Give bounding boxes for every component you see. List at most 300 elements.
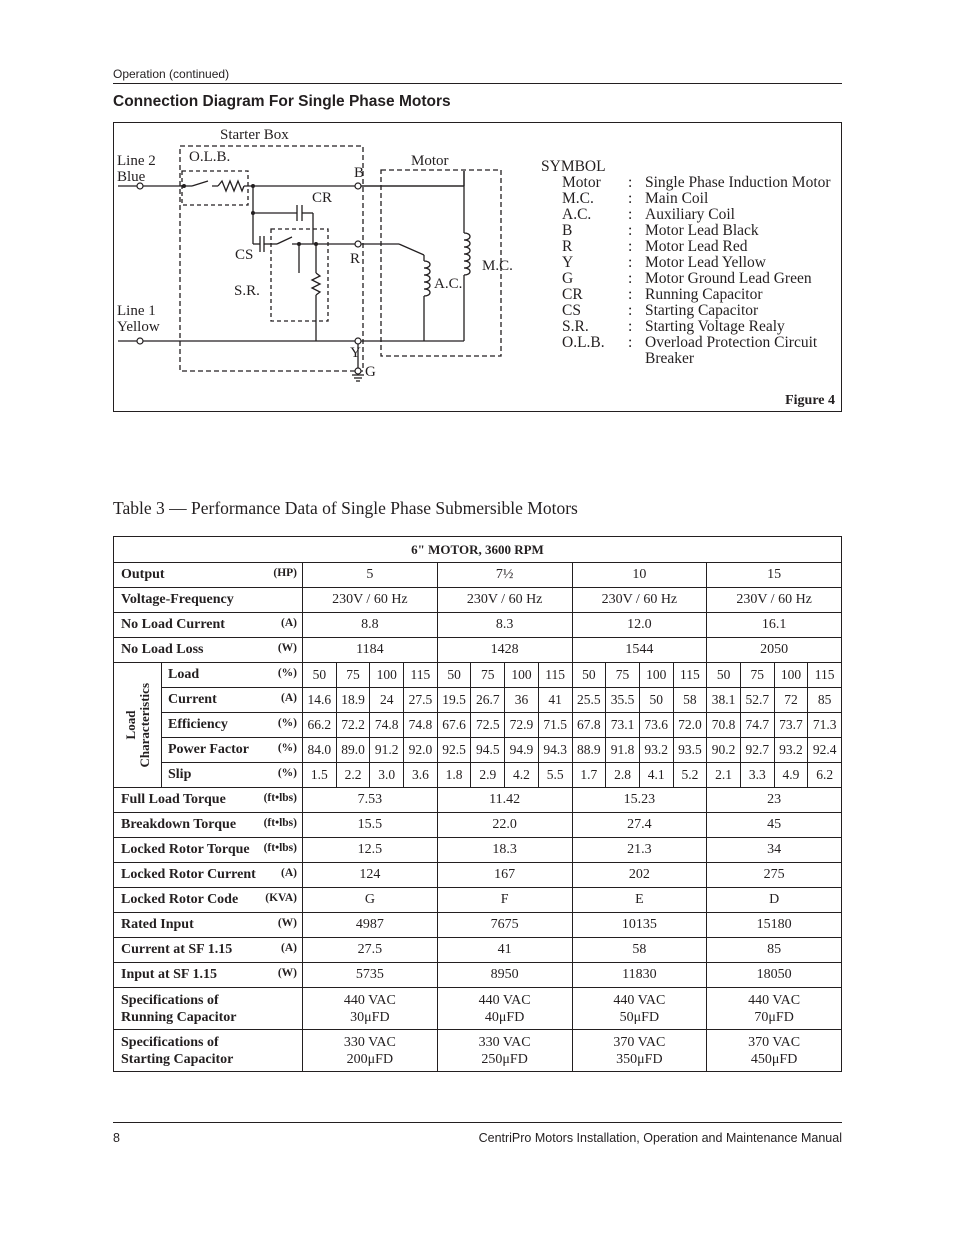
value-cell: 2.8 xyxy=(606,763,640,788)
figure-label: Figure 4 xyxy=(785,393,835,408)
row-label: Locked Rotor Code xyxy=(121,892,239,907)
row-unit: (KVA) xyxy=(265,892,297,904)
value-cell: 2050 xyxy=(707,638,842,663)
voltage-row xyxy=(114,588,842,613)
value-cell xyxy=(707,1030,842,1072)
olb-box-outline xyxy=(182,171,248,205)
value-cell: 67.6 xyxy=(437,713,471,738)
value-cell: 52.7 xyxy=(740,688,774,713)
motor-header: 6" MOTOR, 3600 RPM xyxy=(114,537,842,563)
value-cell: 25.5 xyxy=(572,688,606,713)
load-characteristics-row xyxy=(114,738,842,763)
value-cell: 85 xyxy=(707,938,842,963)
row-label: Slip xyxy=(168,767,192,782)
value-cell: 7½ xyxy=(437,563,572,588)
row-unit: (W) xyxy=(277,642,297,654)
symbol-row xyxy=(541,351,855,367)
row-label: No Load Loss xyxy=(121,642,204,657)
data-row xyxy=(114,788,842,813)
value-cell: 50 xyxy=(572,663,606,688)
value-cell: 4.9 xyxy=(774,763,808,788)
symbol-colon: : xyxy=(628,206,633,223)
row-label-cell xyxy=(114,938,303,963)
value-cell: 16.1 xyxy=(707,613,842,638)
terminal-y xyxy=(355,338,361,344)
value-cell: 24 xyxy=(370,688,404,713)
symbol-row xyxy=(541,303,855,319)
capacitor-voltage: 370 VAC xyxy=(748,1034,801,1050)
value-cell: 71.5 xyxy=(538,713,572,738)
value-cell: 90.2 xyxy=(707,738,741,763)
row-label-cell xyxy=(162,738,303,763)
symbol-legend xyxy=(541,159,855,367)
capacitor-voltage: 370 VAC xyxy=(613,1034,666,1050)
symbol-desc: Auxiliary Coil xyxy=(645,206,735,223)
value-cell: 3.6 xyxy=(404,763,438,788)
symbol-row xyxy=(541,239,855,255)
line1-terminal xyxy=(137,338,143,344)
row-label-cell xyxy=(114,613,303,638)
value-cell: 35.5 xyxy=(606,688,640,713)
symbol-code: CS xyxy=(562,302,581,319)
symbol-row xyxy=(541,287,855,303)
label-sr: S.R. xyxy=(234,283,260,299)
value-cell: 72.9 xyxy=(505,713,539,738)
row-label-cell xyxy=(162,713,303,738)
value-cell: 50 xyxy=(707,663,741,688)
symbol-row xyxy=(541,271,855,287)
symbol-row xyxy=(541,175,855,191)
row-label: Load xyxy=(168,667,200,682)
value-cell: 100 xyxy=(639,663,673,688)
row-label: Voltage-Frequency xyxy=(121,592,234,607)
value-cell: 8.3 xyxy=(437,613,572,638)
symbol-colon: : xyxy=(628,238,633,255)
capacitor-capacitance: 70μFD xyxy=(754,1009,794,1025)
row-label: Starting Capacitor xyxy=(121,1051,234,1067)
value-cell: 6.2 xyxy=(808,763,842,788)
running-capacitor-row xyxy=(114,988,842,1030)
value-cell: 1.5 xyxy=(303,763,337,788)
value-cell: 7.53 xyxy=(303,788,438,813)
label-yellow: Yellow xyxy=(117,319,160,335)
row-label: No Load Current xyxy=(121,617,225,632)
row-unit: (W) xyxy=(277,967,297,979)
value-cell: 72.0 xyxy=(673,713,707,738)
value-cell: F xyxy=(437,888,572,913)
row-label: Running Capacitor xyxy=(121,1009,237,1025)
value-cell: 94.3 xyxy=(538,738,572,763)
symbol-code: A.C. xyxy=(562,206,592,223)
value-cell: 50 xyxy=(303,663,337,688)
data-row xyxy=(114,938,842,963)
value-cell: 84.0 xyxy=(303,738,337,763)
value-cell: 100 xyxy=(505,663,539,688)
data-row xyxy=(114,863,842,888)
value-cell: 3.0 xyxy=(370,763,404,788)
row-label-cell xyxy=(162,688,303,713)
row-unit: (%) xyxy=(277,767,297,779)
starting-capacitor-row xyxy=(114,1030,842,1072)
symbol-row xyxy=(541,319,855,335)
value-cell: 41 xyxy=(437,938,572,963)
row-label-cell xyxy=(114,913,303,938)
page-number: 8 xyxy=(113,1131,120,1145)
value-cell: 91.8 xyxy=(606,738,640,763)
value-cell: 21.3 xyxy=(572,838,707,863)
label-line2: Line 2 xyxy=(117,153,156,169)
value-cell: 92.7 xyxy=(740,738,774,763)
value-cell: 18.3 xyxy=(437,838,572,863)
value-cell: 1428 xyxy=(437,638,572,663)
label-starter-box: Starter Box xyxy=(220,127,289,143)
symbol-desc: Starting Capacitor xyxy=(645,302,759,319)
value-cell: 92.4 xyxy=(808,738,842,763)
value-cell: 75 xyxy=(740,663,774,688)
load-characteristics-row xyxy=(114,713,842,738)
row-label: Specifications of xyxy=(121,1034,219,1050)
value-cell: 1.7 xyxy=(572,763,606,788)
value-cell: 115 xyxy=(404,663,438,688)
value-cell: 50 xyxy=(639,688,673,713)
value-cell: 230V / 60 Hz xyxy=(437,588,572,613)
row-label: Locked Rotor Torque xyxy=(121,842,250,857)
row-unit: (ft•lbs) xyxy=(263,817,297,829)
value-cell: 230V / 60 Hz xyxy=(303,588,438,613)
row-label: Output xyxy=(121,567,165,582)
capacitor-voltage: 440 VAC xyxy=(343,992,396,1008)
value-cell xyxy=(707,988,842,1030)
value-cell: 2.2 xyxy=(336,763,370,788)
row-label-cell xyxy=(162,663,303,688)
olb-heater xyxy=(218,181,244,191)
symbol-code: O.L.B. xyxy=(562,334,605,351)
symbol-code: S.R. xyxy=(562,318,589,335)
row-label: Power Factor xyxy=(168,742,249,757)
output-row xyxy=(114,563,842,588)
symbol-row xyxy=(541,223,855,239)
value-cell: 8950 xyxy=(437,963,572,988)
row-label-cell xyxy=(114,888,303,913)
label-b: B xyxy=(354,165,365,181)
row-label-cell xyxy=(114,588,303,613)
value-cell: 7675 xyxy=(437,913,572,938)
value-cell: E xyxy=(572,888,707,913)
symbol-colon: : xyxy=(628,190,633,207)
symbol-desc: Motor Lead Yellow xyxy=(645,254,766,271)
value-cell: 72 xyxy=(774,688,808,713)
row-label-cell xyxy=(114,988,303,1030)
row-label: Efficiency xyxy=(168,717,228,732)
value-cell: 85 xyxy=(808,688,842,713)
value-cell: 1.8 xyxy=(437,763,471,788)
value-cell: 34 xyxy=(707,838,842,863)
value-cell: 73.1 xyxy=(606,713,640,738)
row-unit: (A) xyxy=(281,617,297,629)
value-cell: 4987 xyxy=(303,913,438,938)
value-cell: 5735 xyxy=(303,963,438,988)
value-cell: 73.7 xyxy=(774,713,808,738)
value-cell: 23 xyxy=(707,788,842,813)
value-cell: 19.5 xyxy=(437,688,471,713)
symbol-desc: Motor Ground Lead Green xyxy=(645,270,812,287)
value-cell: 73.6 xyxy=(639,713,673,738)
row-label: Locked Rotor Current xyxy=(121,867,256,882)
value-cell: 124 xyxy=(303,863,438,888)
value-cell: 27.5 xyxy=(404,688,438,713)
data-row xyxy=(114,813,842,838)
aux-coil xyxy=(424,261,430,296)
value-cell xyxy=(572,1030,707,1072)
value-cell: 66.2 xyxy=(303,713,337,738)
capacitor-voltage: 440 VAC xyxy=(613,992,666,1008)
data-row xyxy=(114,913,842,938)
capacitor-capacitance: 50μFD xyxy=(619,1009,660,1025)
capacitor-voltage: 440 VAC xyxy=(748,992,801,1008)
symbol-desc: Motor Lead Black xyxy=(645,222,759,239)
symbol-desc: Main Coil xyxy=(645,190,709,207)
symbol-code: R xyxy=(562,238,573,255)
value-cell: 12.5 xyxy=(303,838,438,863)
value-cell: 230V / 60 Hz xyxy=(572,588,707,613)
value-cell: 11.42 xyxy=(437,788,572,813)
group-label xyxy=(124,683,152,767)
value-cell: 75 xyxy=(336,663,370,688)
value-cell: 75 xyxy=(471,663,505,688)
no-load-loss-row xyxy=(114,638,842,663)
load-characteristics-row xyxy=(114,663,842,688)
row-label-cell xyxy=(114,863,303,888)
terminal-r xyxy=(355,241,361,247)
row-unit: (%) xyxy=(277,717,297,729)
value-cell: 93.2 xyxy=(774,738,808,763)
value-cell: 27.5 xyxy=(303,938,438,963)
value-cell: 275 xyxy=(707,863,842,888)
terminal-g xyxy=(355,368,361,374)
olb-switch xyxy=(192,181,218,186)
row-label-cell xyxy=(114,638,303,663)
value-cell: 167 xyxy=(437,863,572,888)
capacitor-voltage: 330 VAC xyxy=(478,1034,531,1050)
row-unit: (ft•lbs) xyxy=(263,842,297,854)
row-label: Rated Input xyxy=(121,917,194,932)
footer-rule xyxy=(113,1122,842,1123)
label-r: R xyxy=(350,251,361,267)
row-label-cell xyxy=(114,963,303,988)
row-label: Current xyxy=(168,692,217,707)
symbol-desc: Single Phase Induction Motor xyxy=(645,174,831,191)
symbol-row xyxy=(541,207,855,223)
capacitor-voltage: 330 VAC xyxy=(343,1034,396,1050)
row-label: Input at SF 1.15 xyxy=(121,967,217,982)
data-row xyxy=(114,963,842,988)
value-cell: 3.3 xyxy=(740,763,774,788)
value-cell: 5 xyxy=(303,563,438,588)
symbol-list xyxy=(541,175,855,367)
row-unit: (A) xyxy=(281,692,297,704)
symbol-desc: Motor Lead Red xyxy=(645,238,748,255)
label-mc: M.C. xyxy=(482,258,513,274)
value-cell: 5.2 xyxy=(673,763,707,788)
label-cs: CS xyxy=(235,247,254,263)
value-cell: 11830 xyxy=(572,963,707,988)
value-cell: 12.0 xyxy=(572,613,707,638)
value-cell: 10135 xyxy=(572,913,707,938)
value-cell xyxy=(303,988,438,1030)
value-cell: 89.0 xyxy=(336,738,370,763)
symbol-code: Motor xyxy=(562,174,601,191)
label-line1: Line 1 xyxy=(117,303,156,319)
value-cell: 26.7 xyxy=(471,688,505,713)
row-unit: (ft•lbs) xyxy=(263,792,297,804)
value-cell: 2.1 xyxy=(707,763,741,788)
row-label: Full Load Torque xyxy=(121,792,226,807)
value-cell: 18050 xyxy=(707,963,842,988)
capacitor-capacitance: 40μFD xyxy=(484,1009,525,1025)
diagram-section-title: Connection Diagram For Single Phase Motors xyxy=(113,93,451,110)
value-cell: 70.8 xyxy=(707,713,741,738)
value-cell: 92.0 xyxy=(404,738,438,763)
table-header-row xyxy=(114,537,842,563)
row-label-cell xyxy=(114,563,303,588)
symbol-colon: : xyxy=(628,270,633,287)
symbol-row xyxy=(541,335,855,351)
value-cell: 1184 xyxy=(303,638,438,663)
row-label-cell xyxy=(162,763,303,788)
symbol-heading: SYMBOL xyxy=(541,158,606,175)
value-cell: 71.3 xyxy=(808,713,842,738)
row-unit: (HP) xyxy=(273,567,297,579)
label-cr: CR xyxy=(312,190,333,206)
capacitor-capacitance: 250μFD xyxy=(481,1051,528,1067)
wiring-schematic xyxy=(114,123,534,411)
capacitor-capacitance: 450μFD xyxy=(750,1051,798,1067)
capacitor-voltage: 440 VAC xyxy=(478,992,531,1008)
symbol-code: B xyxy=(562,222,573,239)
label-olb: O.L.B. xyxy=(189,149,231,165)
row-unit: (%) xyxy=(277,742,297,754)
value-cell: 74.8 xyxy=(370,713,404,738)
symbol-desc: Running Capacitor xyxy=(645,286,763,303)
symbol-row xyxy=(541,255,855,271)
value-cell: 5.5 xyxy=(538,763,572,788)
value-cell: 93.2 xyxy=(639,738,673,763)
value-cell: 67.8 xyxy=(572,713,606,738)
value-cell: 94.5 xyxy=(471,738,505,763)
group-label-line-2: Characteristics xyxy=(136,682,152,768)
value-cell: 202 xyxy=(572,863,707,888)
symbol-colon: : xyxy=(628,174,633,191)
load-characteristics-group xyxy=(114,663,162,788)
value-cell: 100 xyxy=(370,663,404,688)
data-row xyxy=(114,888,842,913)
capacitor-capacitance: 350μFD xyxy=(616,1051,663,1067)
value-cell: 88.9 xyxy=(572,738,606,763)
row-label-cell xyxy=(114,838,303,863)
value-cell: 50 xyxy=(437,663,471,688)
value-cell: 72.2 xyxy=(336,713,370,738)
data-row xyxy=(114,838,842,863)
value-cell: 74.8 xyxy=(404,713,438,738)
load-characteristics-row xyxy=(114,763,842,788)
group-label-line-1: Load xyxy=(122,710,138,740)
symbol-colon: : xyxy=(628,318,633,335)
symbol-code xyxy=(541,351,628,367)
row-label: Specifications of xyxy=(121,992,219,1008)
running-header: Operation (continued) xyxy=(113,67,230,81)
value-cell: 41 xyxy=(538,688,572,713)
value-cell xyxy=(437,988,572,1030)
label-g: G xyxy=(365,364,376,380)
load-characteristics-row xyxy=(114,688,842,713)
main-coil xyxy=(464,233,470,275)
value-cell: 230V / 60 Hz xyxy=(707,588,842,613)
value-cell: 58 xyxy=(673,688,707,713)
value-cell: 15.23 xyxy=(572,788,707,813)
value-cell: 115 xyxy=(673,663,707,688)
symbol-code: M.C. xyxy=(562,190,594,207)
symbol-row xyxy=(541,191,855,207)
row-unit: (W) xyxy=(277,917,297,929)
row-label-cell xyxy=(114,1030,303,1072)
row-label: Current at SF 1.15 xyxy=(121,942,233,957)
value-cell: 4.1 xyxy=(639,763,673,788)
value-cell: 115 xyxy=(538,663,572,688)
value-cell xyxy=(572,988,707,1030)
value-cell: 27.4 xyxy=(572,813,707,838)
value-cell: 58 xyxy=(572,938,707,963)
connection-diagram-figure xyxy=(113,122,842,412)
symbol-colon: : xyxy=(628,254,633,271)
label-ac: A.C. xyxy=(434,276,463,292)
label-blue: Blue xyxy=(117,169,146,185)
label-y: Y xyxy=(350,345,361,361)
value-cell: 115 xyxy=(808,663,842,688)
capacitor-capacitance: 30μFD xyxy=(350,1009,390,1025)
symbol-colon: : xyxy=(628,222,633,239)
symbol-colon xyxy=(628,351,645,367)
row-label-cell xyxy=(114,788,303,813)
capacitor-capacitance: 200μFD xyxy=(346,1051,394,1067)
no-load-current-row xyxy=(114,613,842,638)
value-cell: 14.6 xyxy=(303,688,337,713)
value-cell xyxy=(303,1030,438,1072)
symbol-colon: : xyxy=(628,334,633,351)
value-cell: 4.2 xyxy=(505,763,539,788)
table-title: Table 3 — Performance Data of Single Phase Submersible Motors xyxy=(113,498,578,518)
symbol-colon: : xyxy=(628,286,633,303)
manual-title: CentriPro Motors Installation, Operation and Maintenance Manual xyxy=(478,1131,842,1145)
symbol-code: CR xyxy=(562,286,583,303)
symbol-code: Y xyxy=(562,254,574,271)
value-cell: 100 xyxy=(774,663,808,688)
value-cell: 45 xyxy=(707,813,842,838)
value-cell: 92.5 xyxy=(437,738,471,763)
value-cell: 10 xyxy=(572,563,707,588)
row-label: Breakdown Torque xyxy=(121,817,237,832)
value-cell: 18.9 xyxy=(336,688,370,713)
value-cell: 22.0 xyxy=(437,813,572,838)
symbol-desc: Breaker xyxy=(645,350,695,367)
value-cell xyxy=(437,1030,572,1072)
row-unit: (A) xyxy=(281,942,297,954)
symbol-code: G xyxy=(562,270,574,287)
row-label-cell xyxy=(114,813,303,838)
value-cell: 15180 xyxy=(707,913,842,938)
performance-table xyxy=(113,536,842,1072)
terminal-b xyxy=(355,183,361,189)
value-cell: 15 xyxy=(707,563,842,588)
